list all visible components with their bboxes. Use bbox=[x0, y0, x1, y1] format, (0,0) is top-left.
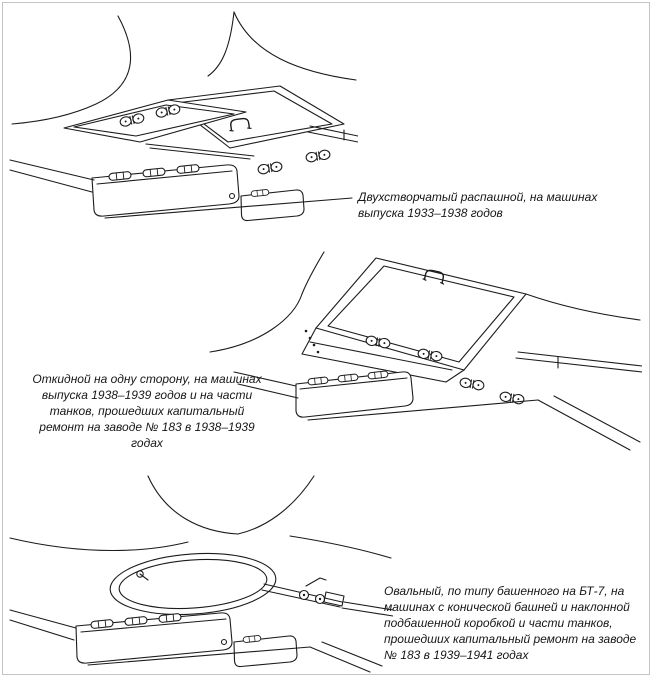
figure-drawing-two-leaf-hatch bbox=[8, 8, 358, 246]
figure-caption-two-leaf-hatch: Двухстворчатый распашной, на машинах выпуска 1933–1938 годов bbox=[358, 190, 598, 220]
figure-drawing-oval-hatch bbox=[8, 474, 393, 674]
figure-caption-fold-one-side-hatch: Откидной на одну сторону, на машинах выпуска 1938–1939 годов и на части танков, прошедших капитальный ремонт на заводе № 183 в 1938–1939 годах bbox=[32, 372, 262, 450]
figure-caption-oval-hatch: Овальный, по типу башенного на БТ-7, на машинах с конической башней и наклонной подбашенной коробкой и части танков, прошедших капитальный ремонт на заводе № 183 в 1939–1941 годах bbox=[384, 584, 637, 662]
figure-drawing-fold-one-side-hatch bbox=[206, 250, 642, 455]
oval-hatch-lid bbox=[108, 548, 278, 619]
